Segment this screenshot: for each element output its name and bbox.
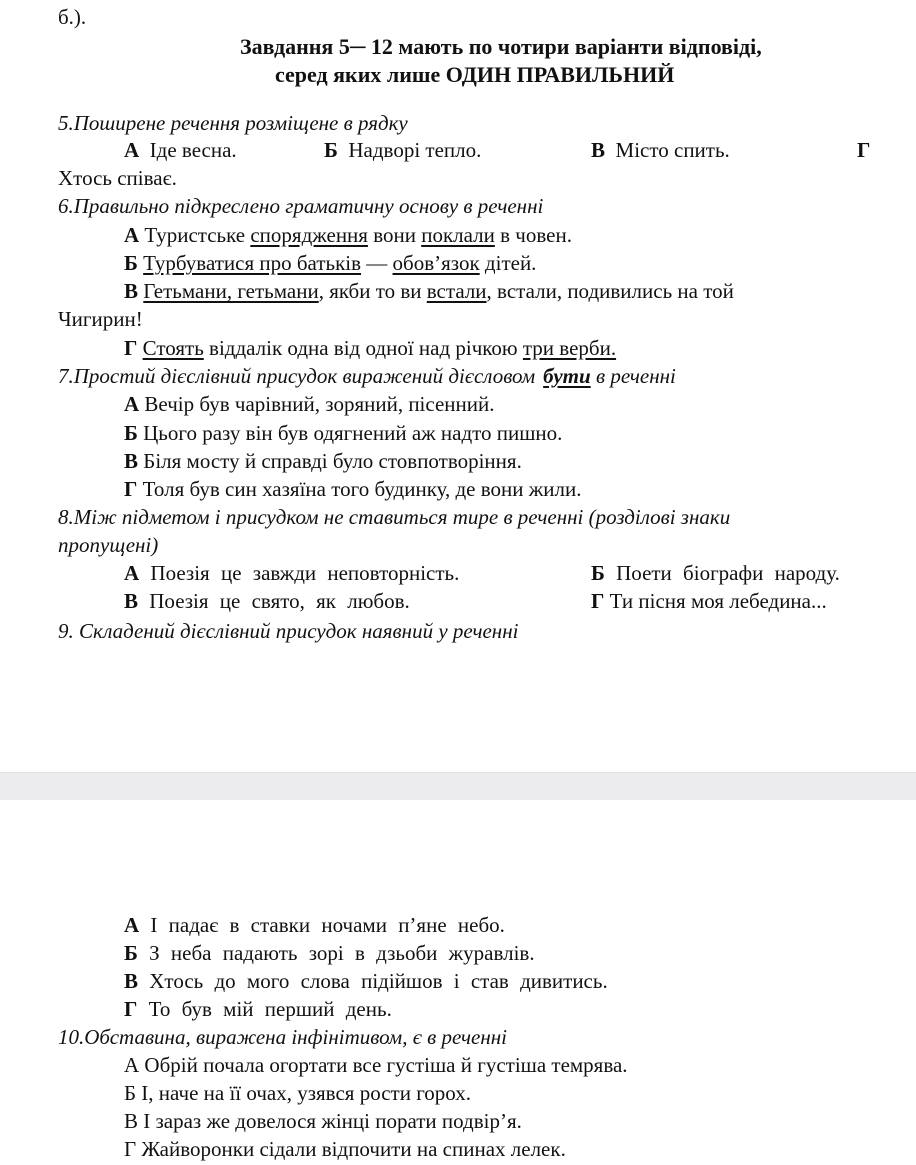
q6-a-text: в човен. <box>500 223 572 247</box>
q7-option-a <box>124 391 495 417</box>
q9-g-text: То був мій перший день. <box>148 997 392 1021</box>
q7-title-post: в реченні <box>595 364 676 388</box>
q6-option-g <box>124 335 616 361</box>
q6-g-letter: Г <box>124 336 138 360</box>
q6-g-text: віддалік одна від одної над річкою <box>209 336 518 360</box>
page-break-gap <box>0 772 916 802</box>
q8-option-v <box>124 588 410 614</box>
q8-b-text: Поети біографи народу. <box>616 561 840 585</box>
q8-title-line2: пропущені) <box>58 533 159 557</box>
q8-title-line1: 8.Між підметом і присудком не ставиться тире в реченні (розділові знаки <box>58 505 731 529</box>
top-fragment: б.). <box>58 5 87 29</box>
q9-option-b <box>124 940 535 966</box>
q6-v-predicate: встали <box>426 279 487 303</box>
q6-v-text: , якби то ви <box>318 279 422 303</box>
q7-title-pre: 7.Простий дієслівний присудок виражений дієсловом <box>58 364 536 388</box>
q9-title: 9. Складений дієслівний присудок наявний у реченні <box>58 619 519 643</box>
q7-b-text: Цього разу він був одягнений аж надто пишно. <box>143 421 563 445</box>
q6-b-dash: — <box>366 251 388 275</box>
q9-option-a <box>124 912 505 938</box>
q5-a-letter: А <box>124 138 140 162</box>
q5-v-text: Місто спить. <box>615 138 730 162</box>
q9-b-letter: Б <box>124 941 138 965</box>
q10-option-v: В І зараз же довелося жінці порати подвір’я. <box>124 1109 522 1133</box>
q6-b-text: дітей. <box>484 251 537 275</box>
q5-title: 5.Поширене речення розміщене в рядку <box>58 111 408 135</box>
q7-a-letter: А <box>124 392 140 416</box>
q7-v-text: Біля мосту й справді було стовпотворіння. <box>143 449 522 473</box>
q6-v-continuation: Чигирин! <box>58 307 143 331</box>
q7-title-word: бути <box>543 364 591 388</box>
q6-g-subject: три верби. <box>522 336 617 360</box>
q8-g-letter: Г <box>591 589 605 613</box>
q5-v-letter: В <box>591 138 606 162</box>
q6-a-predicate: поклали <box>421 223 495 247</box>
q5-b-letter: Б <box>324 138 338 162</box>
q6-option-a <box>124 222 572 248</box>
q9-b-text: З неба падають зорі в дзьоби журавлів. <box>149 941 535 965</box>
q8-b-letter: Б <box>591 561 605 585</box>
q8-option-g <box>591 588 827 614</box>
q9-option-v <box>124 968 608 994</box>
q9-v-letter: В <box>124 969 139 993</box>
q8-v-text: Поезія це свято, як любов. <box>149 589 410 613</box>
q6-option-b <box>124 250 536 276</box>
q5-option-v <box>591 137 730 163</box>
q6-a-text: Туристське <box>144 223 246 247</box>
q10-option-b: Б І, наче на її очах, узявся рости горох. <box>124 1081 472 1105</box>
q7-a-text: Вечір був чарівний, зоряний, пісенний. <box>144 392 495 416</box>
q6-v-text: , встали, подивились на той <box>486 279 734 303</box>
q6-option-v <box>124 278 734 304</box>
q6-a-subject: спорядження <box>250 223 368 247</box>
q8-option-b <box>591 560 840 586</box>
q7-title <box>58 363 676 389</box>
q8-a-letter: А <box>124 561 140 585</box>
q6-g-predicate: Стоять <box>142 336 204 360</box>
q7-b-letter: Б <box>124 421 138 445</box>
q5-option-b <box>324 137 481 163</box>
q8-a-text: Поезія це завжди неповторність. <box>150 561 460 585</box>
q9-option-g <box>124 996 392 1022</box>
q9-g-letter: Г <box>124 997 138 1021</box>
q5-b-text: Надворі тепло. <box>348 138 482 162</box>
q10-option-a: А Обрій почала огортати все густіша й густіша темрява. <box>124 1053 628 1077</box>
q6-title: 6.Правильно підкреслено граматичну основу в реченні <box>58 194 544 218</box>
q8-v-letter: В <box>124 589 139 613</box>
q6-b-subject: Турбуватися про батьків <box>143 251 362 275</box>
q5-g-text: Хтось співає. <box>58 166 177 190</box>
q6-a-letter: А <box>124 223 140 247</box>
q8-g-text: Ти пісня моя лебедина... <box>609 589 827 613</box>
q6-v-subject: Гетьмани, гетьмани <box>143 279 319 303</box>
q7-g-letter: Г <box>124 477 138 501</box>
q6-v-letter: В <box>124 279 139 303</box>
q7-option-v <box>124 448 522 474</box>
q7-g-text: Толя був син хазяїна того будинку, де вони жили. <box>142 477 582 501</box>
q6-a-text: вони <box>373 223 416 247</box>
q10-option-g: Г Жайворонки сідали відпочити на спинах лелек. <box>124 1137 566 1161</box>
q6-b-predicate: обов’язок <box>392 251 480 275</box>
q8-option-a <box>124 560 459 586</box>
q7-option-b <box>124 420 562 446</box>
document-page-bottom <box>0 800 916 1165</box>
q5-option-a <box>124 137 237 163</box>
q10-title: 10.Обставина, виражена інфінітивом, є в реченні <box>58 1025 508 1049</box>
q7-option-g <box>124 476 581 502</box>
section-header-line1: Завдання 5─ 12 мають по чотири варіанти відповіді, <box>240 34 762 59</box>
q6-b-letter: Б <box>124 251 138 275</box>
q5-g-letter: Г <box>857 138 871 162</box>
q9-a-text: І падає в ставки ночами п’яне небо. <box>150 913 505 937</box>
q7-v-letter: В <box>124 449 139 473</box>
q9-v-text: Хтось до мого слова підійшов і став дивитись. <box>149 969 608 993</box>
q5-a-text: Іде весна. <box>149 138 237 162</box>
q9-a-letter: А <box>124 913 140 937</box>
section-header-line2: серед яких лише ОДИН ПРАВИЛЬНИЙ <box>275 62 675 87</box>
